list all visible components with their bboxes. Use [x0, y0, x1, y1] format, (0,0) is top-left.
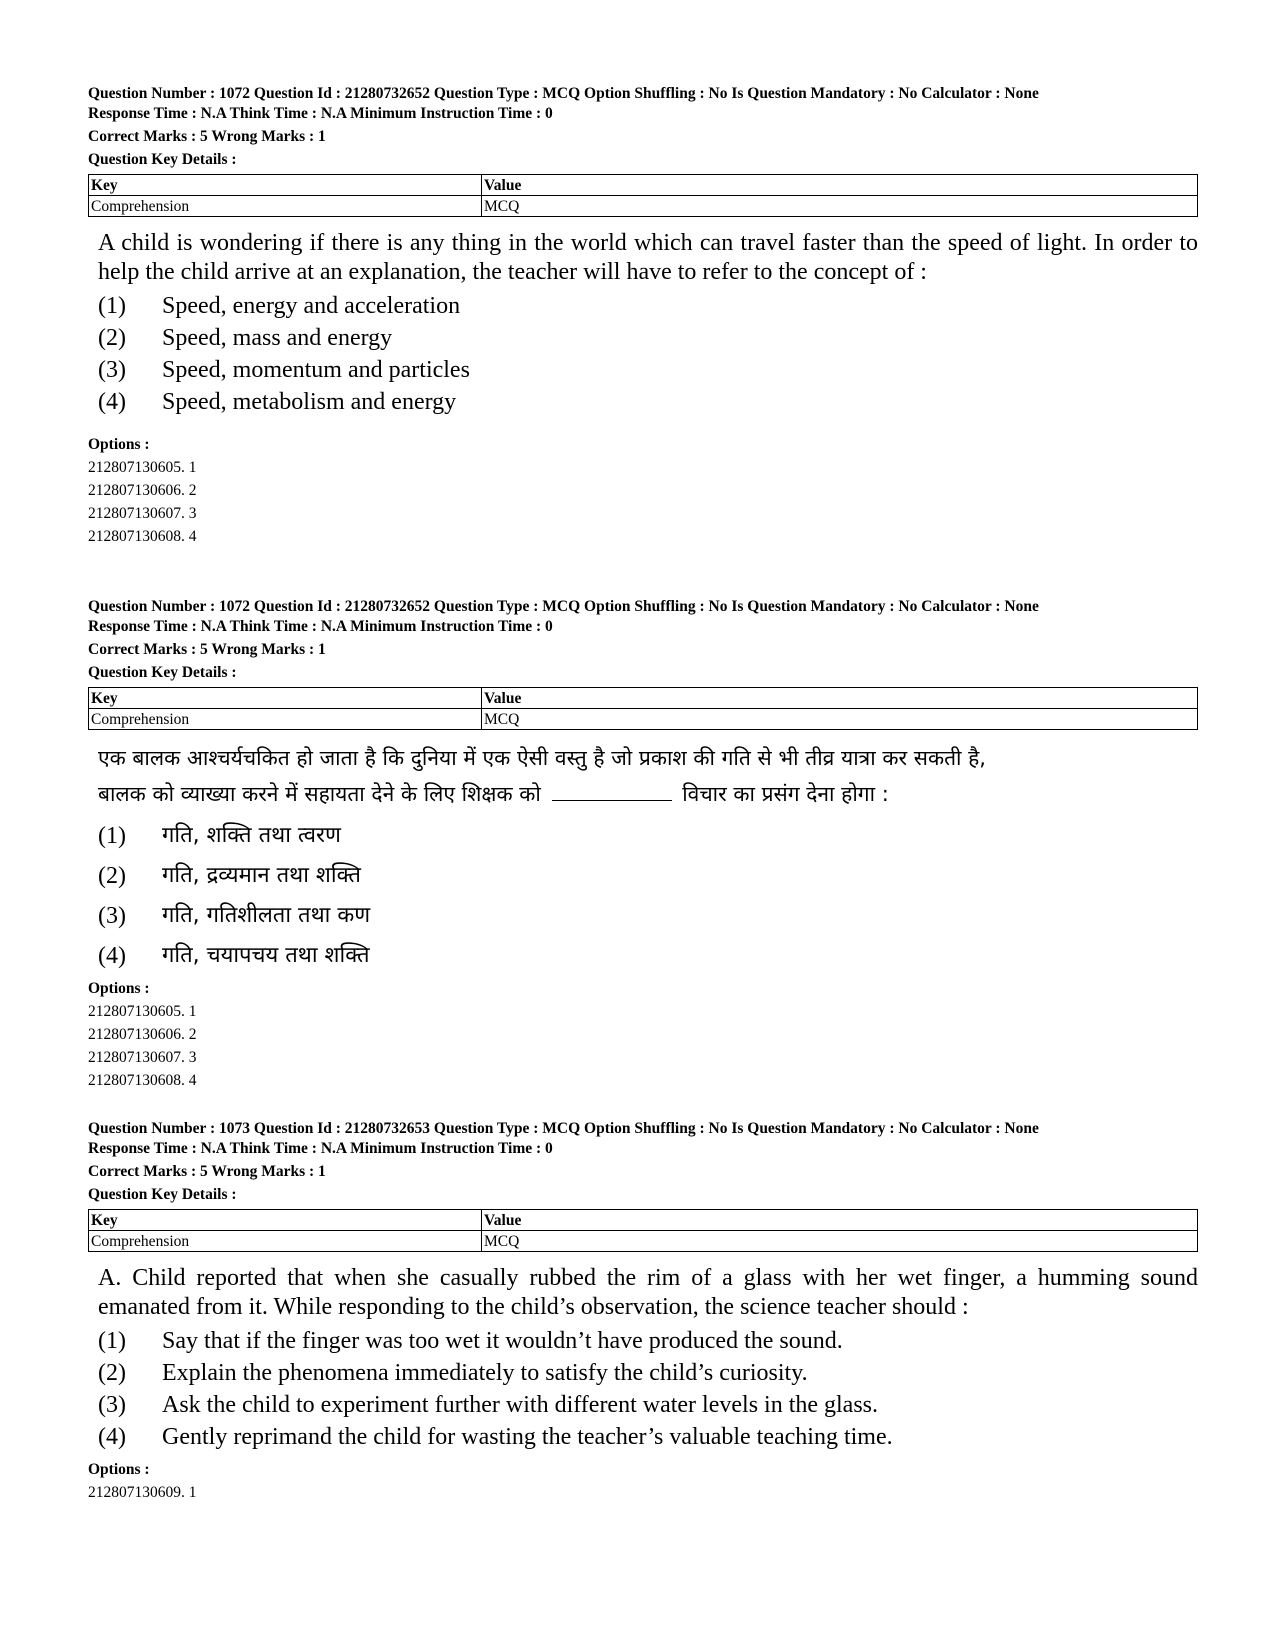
- key-details-label: Question Key Details :: [88, 664, 237, 681]
- question-meta-line1: Question Number : 1073 Question Id : 21280732653 Question Type : MCQ Option Shuffling : No Is Question Mandatory : No Calculator : None: [88, 1120, 1039, 1137]
- choice-text: Speed, energy and acceleration: [162, 293, 461, 319]
- choice-text: गति, चयापचय तथा शक्ति: [162, 943, 370, 968]
- key-header: Key: [89, 1210, 482, 1231]
- stem-text: विचार का प्रसंग देना होगा :: [682, 782, 889, 806]
- question-meta-line2: Response Time : N.A Think Time : N.A Minimum Instruction Time : 0: [88, 618, 553, 635]
- stem-text: बालक को व्याख्या करने में सहायता देने के लिए शिक्षक को: [98, 782, 541, 806]
- value-header: Value: [482, 688, 1198, 709]
- key-details-table: [88, 1209, 1198, 1252]
- choice-text: Ask the child to experiment further with different water levels in the glass.: [162, 1392, 879, 1418]
- choice-list: [88, 816, 1200, 976]
- table-row: [89, 688, 1198, 709]
- choice-number: (2): [98, 1360, 126, 1386]
- value-header: Value: [482, 1210, 1198, 1231]
- question-meta-line2: Response Time : N.A Think Time : N.A Minimum Instruction Time : 0: [88, 105, 553, 122]
- option-id: 212807130608. 4: [88, 528, 197, 545]
- choice-item: [98, 936, 1200, 976]
- choice-item: [98, 816, 1200, 856]
- key-details-table: [88, 174, 1198, 217]
- stem-line: [98, 776, 1198, 812]
- choice-list: [88, 290, 1200, 418]
- key-header: Key: [89, 688, 482, 709]
- value-cell: MCQ: [482, 1231, 1198, 1252]
- option-id-list: [88, 1000, 1200, 1092]
- choice-number: (3): [98, 1392, 126, 1418]
- option-id: 212807130605. 1: [88, 459, 197, 476]
- stem-line: एक बालक आश्चर्यचकित हो जाता है कि दुनिया में एक ऐसी वस्तु है जो प्रकाश की गति से भी तीव्र यात्रा कर सकती है,: [98, 746, 986, 770]
- value-cell: MCQ: [482, 196, 1198, 217]
- key-cell: Comprehension: [89, 709, 482, 730]
- key-details-table: [88, 687, 1198, 730]
- option-id: 212807130608. 4: [88, 1072, 197, 1089]
- question-meta: [88, 597, 1200, 683]
- choice-item: [98, 1325, 1200, 1357]
- choice-item: [98, 896, 1200, 936]
- question-meta: [88, 84, 1200, 170]
- choice-number: (2): [98, 325, 126, 351]
- choice-item: [98, 322, 1200, 354]
- option-id: 212807130606. 2: [88, 482, 197, 499]
- choice-item: [98, 1357, 1200, 1389]
- question-stem: A. Child reported that when she casually rubbed the rim of a glass with her wet finger, a humming sound emanated from it. While responding to the child’s observation, the science teacher should :: [98, 1265, 1198, 1320]
- question-block: [88, 597, 1200, 1092]
- option-id: 212807130605. 1: [88, 1003, 197, 1020]
- choice-item: [98, 386, 1200, 418]
- marks-line: Correct Marks : 5 Wrong Marks : 1: [88, 641, 326, 658]
- question-meta: [88, 1119, 1200, 1205]
- option-id: 212807130607. 3: [88, 1049, 197, 1066]
- key-header: Key: [89, 175, 482, 196]
- choice-number: (4): [98, 1424, 126, 1450]
- choice-text: Gently reprimand the child for wasting the teacher’s valuable teaching time.: [162, 1424, 893, 1450]
- choice-item: [98, 1421, 1200, 1453]
- choice-number: (3): [98, 357, 126, 383]
- question-stem: A child is wondering if there is any thing in the world which can travel faster than the speed of light. In order to help the child arrive at an explanation, the teacher will have to refer to the concept of :: [98, 230, 1198, 285]
- choice-number: (2): [98, 863, 126, 889]
- key-details-label: Question Key Details :: [88, 1186, 237, 1203]
- table-row: [89, 175, 1198, 196]
- choice-item: [98, 354, 1200, 386]
- choice-item: [98, 1389, 1200, 1421]
- choice-text: गति, गतिशीलता तथा कण: [162, 903, 371, 928]
- choice-item: [98, 290, 1200, 322]
- choice-number: (4): [98, 389, 126, 415]
- choice-number: (1): [98, 1328, 126, 1354]
- key-details-label: Question Key Details :: [88, 151, 237, 168]
- answer-blank: [552, 778, 672, 801]
- options-label: Options :: [88, 436, 150, 453]
- table-row: [89, 196, 1198, 217]
- choice-text: Say that if the finger was too wet it wouldn’t have produced the sound.: [162, 1328, 843, 1354]
- table-row: [89, 1231, 1198, 1252]
- choice-text: Speed, momentum and particles: [162, 357, 470, 383]
- choice-number: (1): [98, 823, 126, 849]
- key-cell: Comprehension: [89, 1231, 482, 1252]
- marks-line: Correct Marks : 5 Wrong Marks : 1: [88, 128, 326, 145]
- choice-text: Speed, mass and energy: [162, 325, 393, 351]
- value-header: Value: [482, 175, 1198, 196]
- value-cell: MCQ: [482, 709, 1198, 730]
- choice-number: (4): [98, 943, 126, 969]
- option-id-list: [88, 1481, 1200, 1504]
- choice-number: (1): [98, 293, 126, 319]
- question-block: [88, 1119, 1200, 1504]
- options-label: Options :: [88, 980, 150, 997]
- choice-text: गति, द्रव्यमान तथा शक्ति: [162, 863, 361, 888]
- question-meta-line1: Question Number : 1072 Question Id : 21280732652 Question Type : MCQ Option Shuffling : No Is Question Mandatory : No Calculator : None: [88, 598, 1039, 615]
- option-id: 212807130606. 2: [88, 1026, 197, 1043]
- options-label: Options :: [88, 1461, 150, 1478]
- option-id: 212807130607. 3: [88, 505, 197, 522]
- option-id-list: [88, 456, 1200, 548]
- table-row: [89, 709, 1198, 730]
- choice-text: Explain the phenomena immediately to satisfy the child’s curiosity.: [162, 1360, 808, 1386]
- question-stem: [88, 740, 1198, 812]
- choice-number: (3): [98, 903, 126, 929]
- marks-line: Correct Marks : 5 Wrong Marks : 1: [88, 1163, 326, 1180]
- choice-text: Speed, metabolism and energy: [162, 389, 457, 415]
- choice-item: [98, 856, 1200, 896]
- question-block: [88, 84, 1200, 548]
- choice-text: गति, शक्ति तथा त्वरण: [162, 823, 341, 848]
- key-cell: Comprehension: [89, 196, 482, 217]
- question-meta-line2: Response Time : N.A Think Time : N.A Minimum Instruction Time : 0: [88, 1140, 553, 1157]
- table-row: [89, 1210, 1198, 1231]
- choice-list: [88, 1325, 1200, 1453]
- option-id: 212807130609. 1: [88, 1484, 197, 1501]
- question-meta-line1: Question Number : 1072 Question Id : 21280732652 Question Type : MCQ Option Shuffling : No Is Question Mandatory : No Calculator : None: [88, 85, 1039, 102]
